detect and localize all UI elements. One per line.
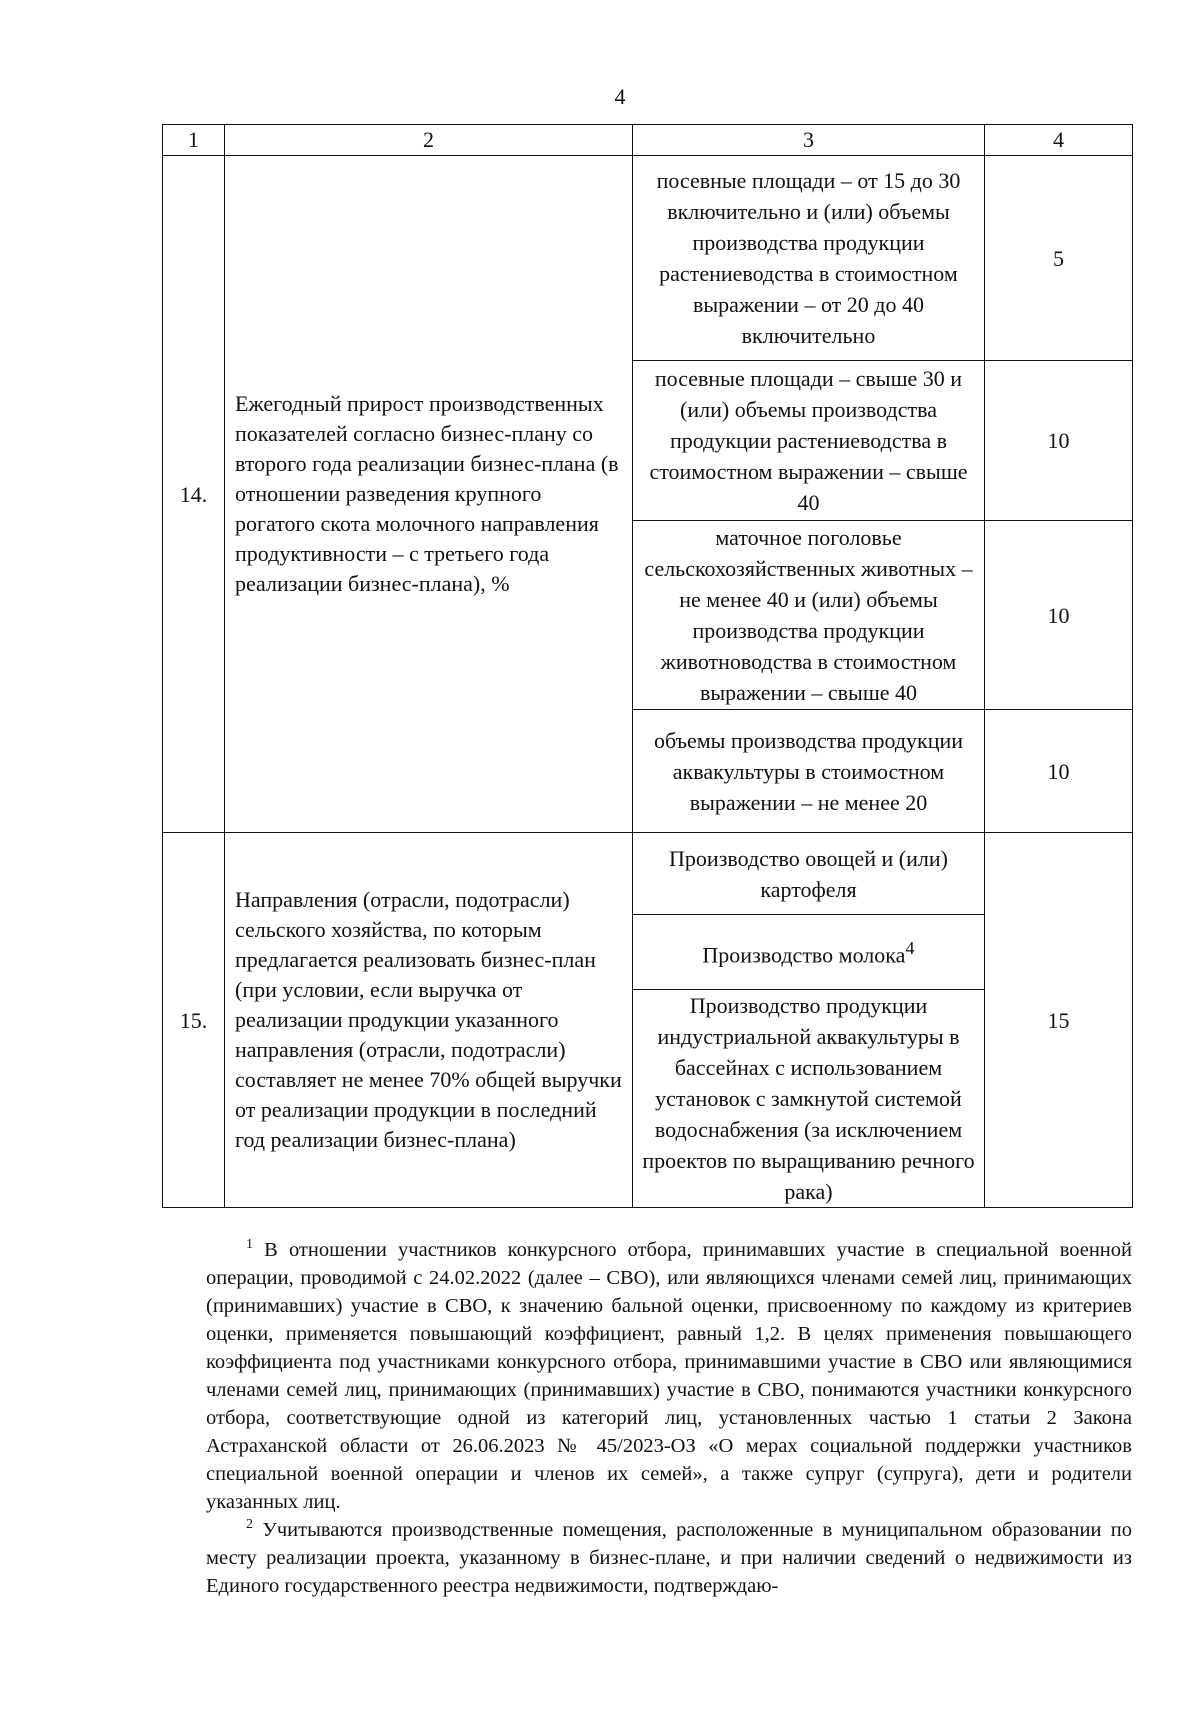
row-number: 14.	[163, 156, 225, 833]
column-header: 4	[985, 125, 1133, 156]
condition-text: Производство молока	[702, 942, 906, 968]
criterion-text: Ежегодный прирост производственных показателей согласно бизнес-плану со второго года реализации бизнес-плана (в отношении разведения крупного рогатого скота молочного направления продуктивности – с третьего года реализации бизнес-плана), %	[225, 156, 633, 833]
footnote-mark: 1	[246, 1237, 253, 1253]
condition-text: посевные площади – свыше 30 и (или) объемы производства продукции растениеводства в стоимостном выражении – свыше 40	[633, 361, 985, 521]
footnote	[206, 1516, 1132, 1600]
footnote-mark: 2	[246, 1517, 253, 1533]
condition-text: объемы производства продукции аквакультуры в стоимостном выражении – не менее 20	[633, 710, 985, 833]
condition-text: посевные площади – от 15 до 30 включительно и (или) объемы производства продукции растениеводства в стоимостном выражении – от 20 до 40 включительно	[633, 156, 985, 361]
criterion-text: Направления (отрасли, подотрасли) сельского хозяйства, по которым предлагается реализовать бизнес-план (при условии, если выручка от реализации продукции указанного направления (отрасли, подотрасли) составляет не менее 70% общей выручки от реализации продукции в последний год реализации бизнес-плана)	[225, 833, 633, 1208]
condition-cell	[633, 915, 985, 990]
footnotes	[206, 1236, 1132, 1600]
score-value: 10	[985, 710, 1133, 833]
table-header-row	[163, 125, 1133, 156]
score-value: 10	[985, 361, 1133, 521]
score-value: 15	[985, 833, 1133, 1208]
column-header: 3	[633, 125, 985, 156]
footnote	[206, 1236, 1132, 1516]
row-number: 15.	[163, 833, 225, 1208]
table-row	[163, 156, 1133, 361]
footnote-text: В отношении участников конкурсного отбора, принимавших участие в специальной военной операции, проводимой с 24.02.2022 (далее – СВО), или являющихся членами семей лиц, принимающих (принимавших) участие в СВО, к значению бальной оценки, присвоенному по каждому из критериев оценки, применяется повышающий коэффициент, равный 1,2. В целях применения повышающего коэффициента под участниками конкурсного отбора, принимавшими участие в СВО или являющимися членами семей лиц, принимающих (принимавших) участие в СВО, понимаются участники конкурсного отбора, соответствующие одной из категорий лиц, установленных частью 1 статьи 2 Закона Астраханской области от 26.06.2023 № 45/2023-ОЗ «О мерах социальной поддержки участников специальной военной операции и членов их семей», а также супруг (супруга), дети и родители указанных лиц.	[206, 1239, 1133, 1513]
score-value: 5	[985, 156, 1133, 361]
condition-text: маточное поголовье сельскохозяйственных животных – не менее 40 и (или) объемы производства продукции животноводства в стоимостном выражении – свыше 40	[633, 521, 985, 710]
condition-text: Производство продукции индустриальной аквакультуры в бассейнах с использованием установок с замкнутой системой водоснабжения (за исключением проектов по выращиванию речного рака)	[633, 990, 985, 1208]
table-row	[163, 833, 1133, 915]
column-header: 2	[225, 125, 633, 156]
page-number: 4	[614, 84, 626, 109]
footnote-text: Учитываются производственные помещения, расположенные в муниципальном образовании по месту реализации проекта, указанному в бизнес-плане, и при наличии сведений о недвижимости из Единого государственного реестра недвижимости, подтверждаю-	[206, 1519, 1132, 1597]
footnote-mark: 4	[905, 938, 915, 959]
score-value: 10	[985, 521, 1133, 710]
criteria-table	[162, 124, 1133, 1208]
condition-text: Производство овощей и (или) картофеля	[633, 833, 985, 915]
column-header: 1	[163, 125, 225, 156]
